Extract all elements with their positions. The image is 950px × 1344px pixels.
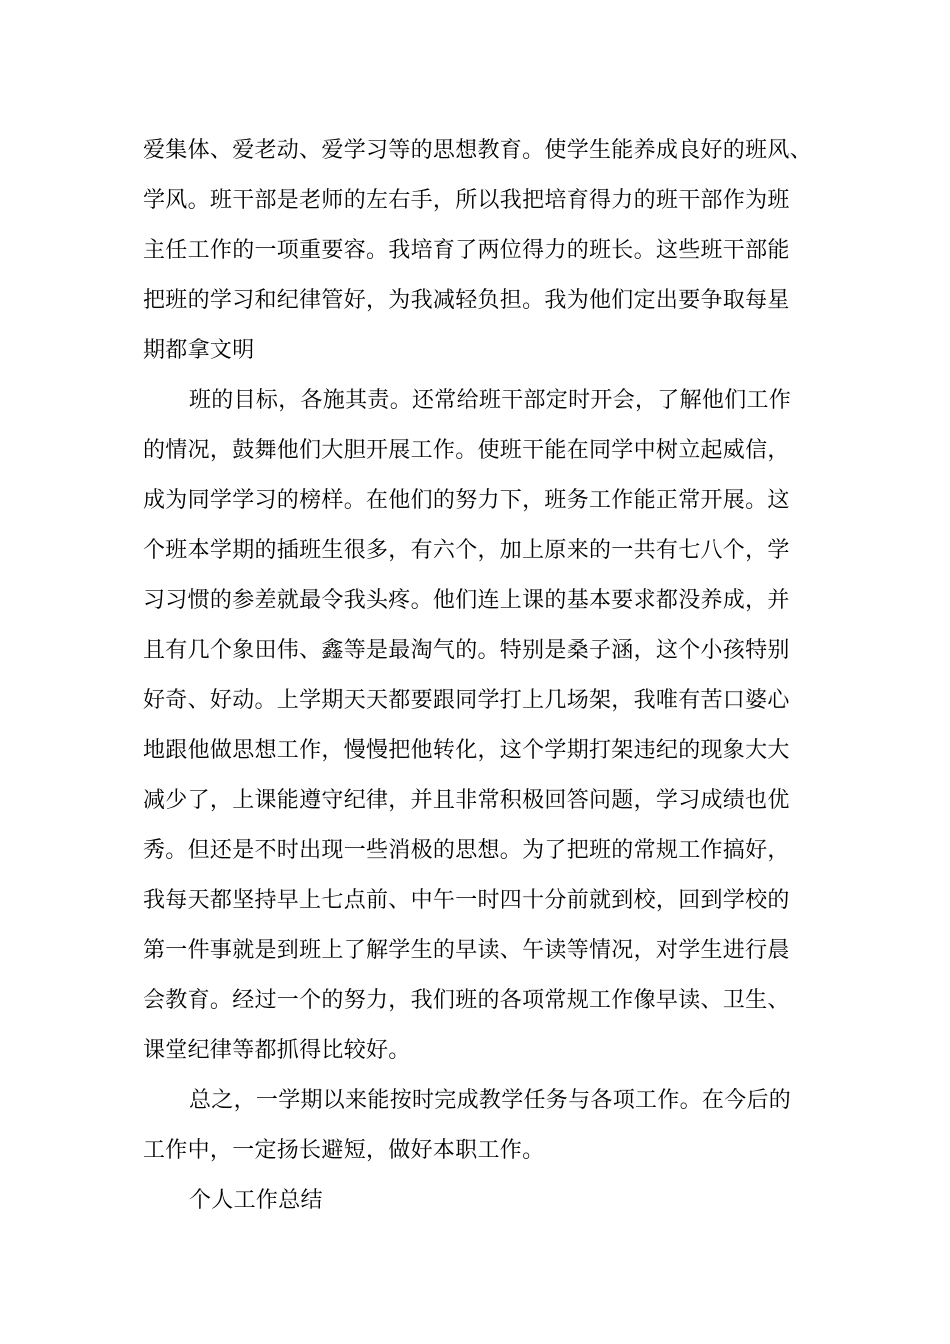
text-line: 地跟他做思想工作，慢慢把他转化，这个学期打架违纪的现象大大 (143, 738, 790, 763)
paragraph-start-line: 总之，一学期以来能按时完成教学任务与各项工作。在今后的 (189, 1088, 792, 1113)
text-line: 好奇、好动。上学期天天都要跟同学打上几场架，我唯有苦口婆心 (143, 688, 790, 713)
text-line: 我每天都坚持早上七点前、中午一时四十分前就到校，回到学校的 (143, 888, 790, 913)
text-line: 的情况，鼓舞他们大胆开展工作。使班干能在同学中树立起威信， (143, 438, 790, 463)
text-line: 期都拿文明 (143, 338, 255, 363)
document-body (143, 126, 823, 1226)
text-line: 习习惯的参差就最令我头疼。他们连上课的基本要求都没养成，并 (143, 588, 790, 613)
paragraph-start-line: 班的目标，各施其责。还常给班干部定时开会，了解他们工作 (189, 388, 792, 413)
text-line: 课堂纪律等都抓得比较好。 (143, 1038, 411, 1063)
text-line: 学风。班干部是老师的左右手，所以我把培育得力的班干部作为班 (143, 188, 790, 213)
section-heading: 个人工作总结 (189, 1188, 323, 1213)
text-line: 会教育。经过一个的努力，我们班的各项常规工作像早读、卫生、 (143, 988, 790, 1013)
text-line: 第一件事就是到班上了解学生的早读、午读等情况，对学生进行晨 (143, 938, 790, 963)
text-line: 把班的学习和纪律管好，为我减轻负担。我为他们定出要争取每星 (143, 288, 790, 313)
text-line: 秀。但还是不时出现一些消极的思想。为了把班的常规工作搞好， (143, 838, 790, 863)
text-line: 工作中，一定扬长避短，做好本职工作。 (143, 1138, 545, 1163)
text-line: 减少了，上课能遵守纪律，并且非常积极回答问题，学习成绩也优 (143, 788, 790, 813)
text-line: 且有几个象田伟、鑫等是最淘气的。特别是桑子涵，这个小孩特别 (143, 638, 790, 663)
text-line: 成为同学学习的榜样。在他们的努力下，班务工作能正常开展。这 (143, 488, 790, 513)
text-line: 主任工作的一项重要容。我培育了两位得力的班长。这些班干部能 (143, 238, 790, 263)
text-line: 爱集体、爱老动、爱学习等的思想教育。使学生能养成良好的班风、 (143, 138, 813, 163)
text-line: 个班本学期的插班生很多，有六个，加上原来的一共有七八个，学 (143, 538, 790, 563)
